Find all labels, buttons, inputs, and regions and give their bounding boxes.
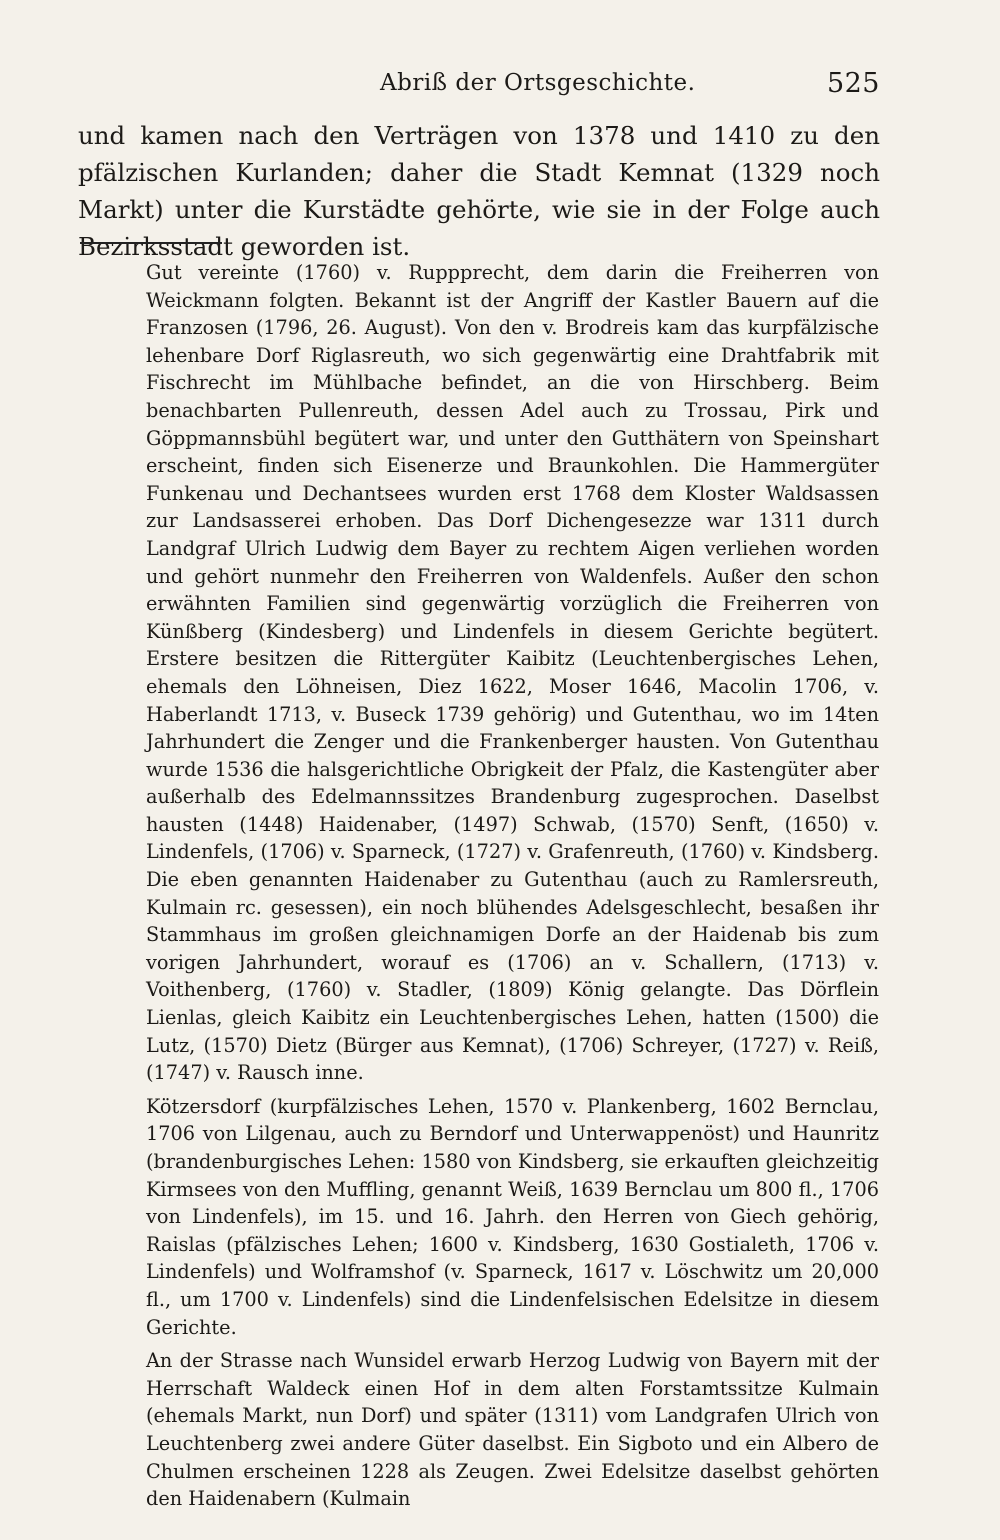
footnote-separator-rule — [80, 242, 222, 244]
page-number: 525 — [826, 68, 880, 99]
footnote-paragraph-1: Gut vereinte (1760) v. Ruppprecht, dem darin die Freiherren von Weickmann folgten. Bekannt ist der Angriff der Kastler Bauern auf die Franzosen (1796, 26. August). Von den v. Brodreis kam das kurpfälzische lehenbare Dorf Riglasreuth, wo sich gegenwärtig eine Drahtfabrik mit Fischrecht im Mühlbache befindet, an die von Hirschberg. Beim benachbarten Pullenreuth, dessen Adel auch zu Trossau, Pirk und Göppmannsbühl begütert war, und unter den Gutthätern von Speinshart erscheint, finden sich Eisenerze und Braunkohlen. Die Hammergüter Funkenau und Dechantsees wurden erst 1768 dem Kloster Waldsassen zur Landsasserei erhoben. Das Dorf Dichengesezze war 1311 durch Landgraf Ulrich Ludwig dem Bayer zu rechtem Aigen verliehen worden und gehört nunmehr den Freiherren von Waldenfels. Außer den schon erwähnten Familien sind gegenwärtig vorzüglich die Freiherren von Künßberg (Kindesberg) und Lindenfels in diesem Gerichte begütert. Erstere besitzen die Rittergüter Kaibitz (Leuchtenbergisches Lehen, ehemals den Löhneisen, Diez 1622, Moser 1646, Macolin 1706, v. Haberlandt 1713, v. Buseck 1739 gehörig) und Gutenthau, wo im 14ten Jahrhundert die Zenger und die Frankenberger hausten. Von Gutenthau wurde 1536 die halsgerichtliche Obrigkeit der Pfalz, die Kastengüter aber außerhalb des Edelmannssitzes Brandenburg zugesprochen. Daselbst hausten (1448) Haidenaber, (1497) Schwab, (1570) Senft, (1650) v. Lindenfels, (1706) v. Sparneck, (1727) v. Grafenreuth, (1760) v. Kindsberg. Die eben genannten Haidenaber zu Gutenthau (auch zu Ramlersreuth, Kulmain rc. gesessen), ein noch blühendes Adelsgeschlecht, besaßen ihr Stammhaus im großen gleichnamigen Dorfe an der Haidenab bis zum vorigen Jahrhundert, worauf es (1706) an v. Schallern, (1713) v. Voithenberg, (1760) v. Stadler, (1809) König gelangte. Das Dörflein Lienlas, gleich Kaibitz ein Leuchtenbergisches Lehen, hatten (1500) die Lutz, (1570) Dietz (Bürger aus Kemnat), (1706) Schreyer, (1727) v. Reiß, (1747) v. Rausch inne. — [146, 261, 879, 1085]
main-text-paragraph: und kamen nach den Verträgen von 1378 und 1410 zu den pfälzischen Kurlanden; daher die Stadt Kemnat (1329 noch Markt) unter die Kurstädte gehörte, wie sie in der Folge auch Bezirksstadt geworden ist. — [78, 121, 880, 261]
footnote-paragraph-3: An der Strasse nach Wunsidel erwarb Herzog Ludwig von Bayern mit der Herrschaft Waldeck einen Hof in dem alten Forstamtssitze Kulmain (ehemals Markt, nun Dorf) und später (1311) vom Landgrafen Ulrich von Leuchtenberg zwei andere Güter daselbst. Ein Sigboto und ein Albero de Chulmen erscheinen 1228 als Zeugen. Zwei Edelsitze daselbst gehörten den Haidenabern (Kulmain — [146, 1349, 879, 1511]
running-head — [380, 70, 880, 104]
running-title: Abriß der Ortsgeschichte. — [380, 70, 696, 96]
footnote-paragraph-2: Kötzersdorf (kurpfälzisches Lehen, 1570 v. Plankenberg, 1602 Bernclau, 1706 von Lilgenau, auch zu Berndorf und Unterwappenöst) und Haunritz (brandenburgisches Lehen: 1580 von Kindsberg, sie erkauften gleichzeitig Kirmsees von den Muffling, genannt Weiß, 1639 Bernclau um 800 fl., 1706 von Lindenfels), im 15. und 16. Jahrh. den Herren von Giech gehörig, Raislas (pfälzisches Lehen; 1600 v. Kindsberg, 1630 Gostialeth, 1706 v. Lindenfels) und Wolframshof (v. Sparneck, 1617 v. Löschwitz um 20,000 fl., um 1700 v. Lindenfels) sind die Lindenfelsischen Edelsitze in diesem Gerichte. — [146, 1094, 879, 1339]
footnote-block — [146, 259, 879, 1513]
